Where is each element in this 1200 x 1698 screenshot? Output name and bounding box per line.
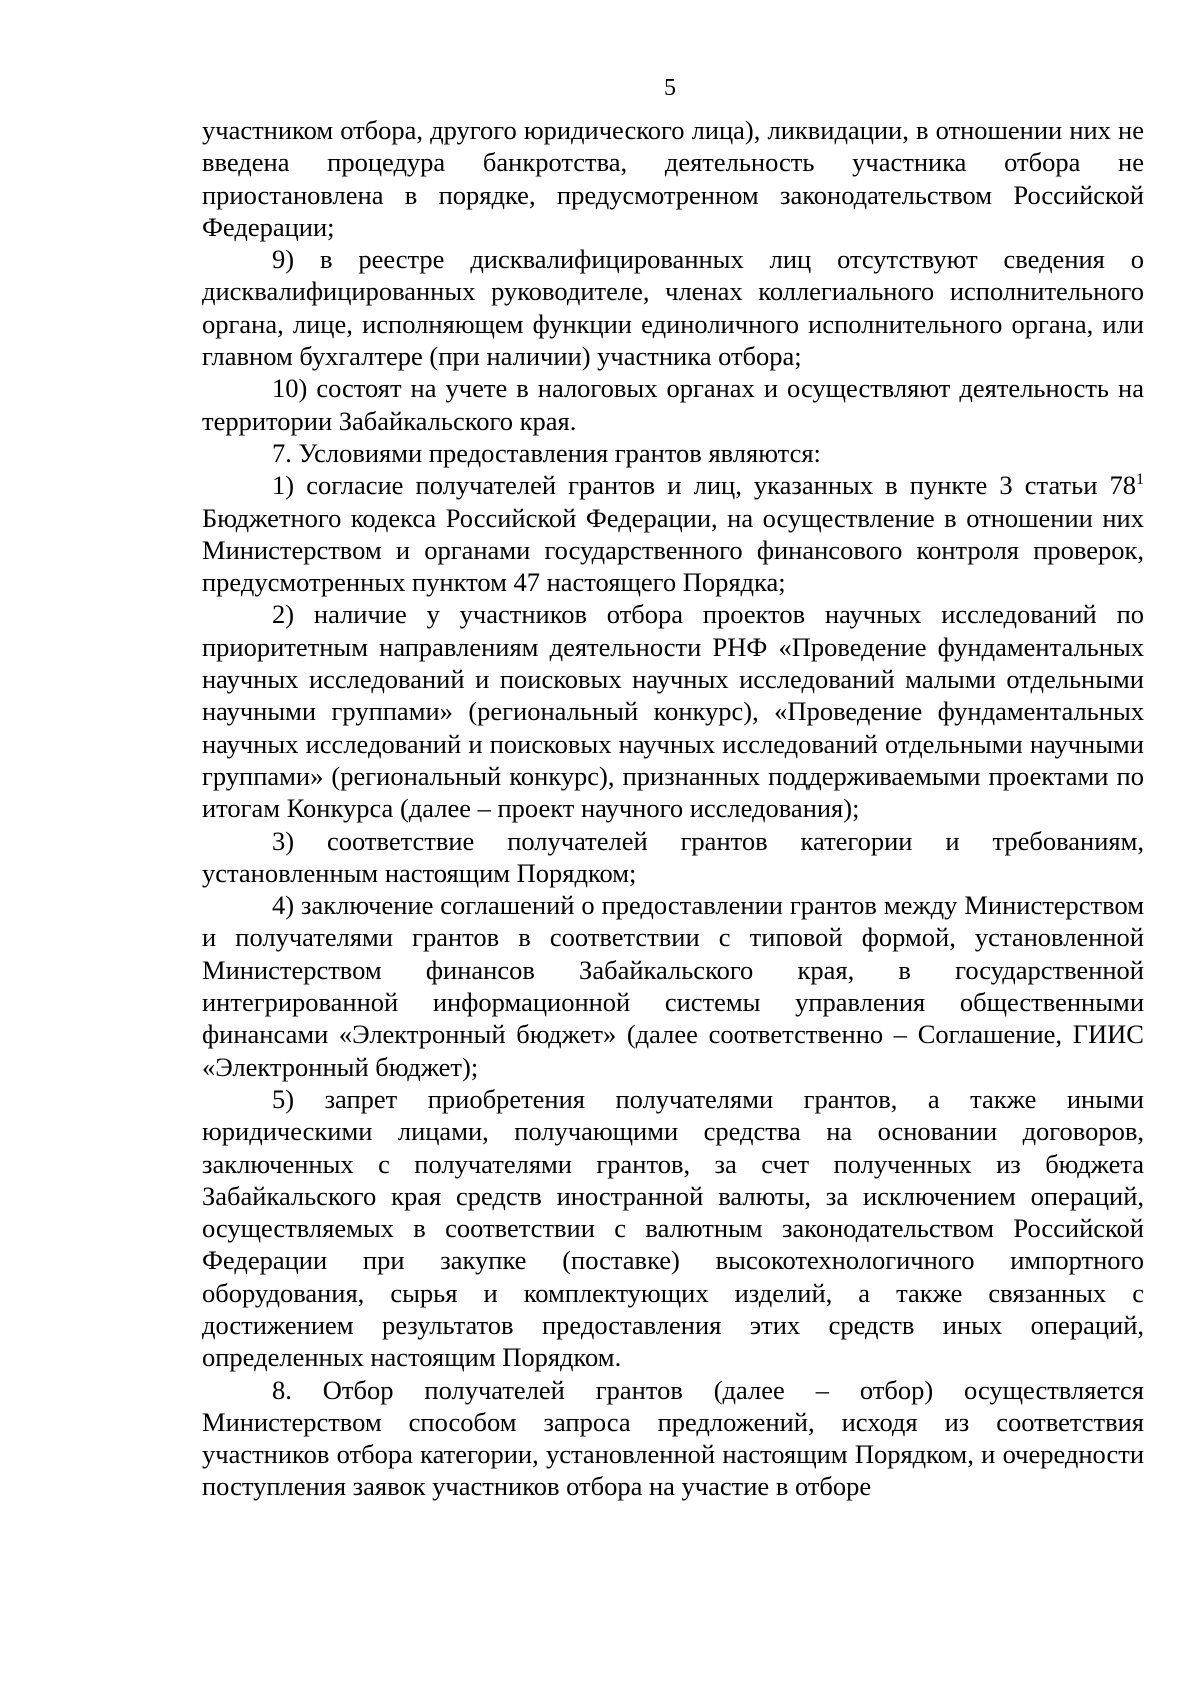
paragraph-condition-1 xyxy=(202,469,1144,598)
paragraph-section-7-heading: 7. Условиями предоставления грантов являются: xyxy=(272,437,821,468)
paragraph-item-9: 9) в реестре дисквалифицированных лиц отсутствуют сведения о дисквалифицированных руководителе, членах коллегиального исполнительного органа, лице, исполняющем функции единоличного исполнительного органа, или главном бухгалтере (при наличии) участника отбора; xyxy=(202,244,1144,372)
paragraph-item-10: 10) состоят на учете в налоговых органах и осуществляют деятельность на территории Забайкальского края. xyxy=(202,373,1144,436)
paragraph-continuation: участником отбора, другого юридического лица), ликвидации, в отношении них не введена процедура банкротства, деятельность участника отбора не приостановлена в порядке, предусмотренном законодательством Российской Федерации; xyxy=(202,115,1144,242)
paragraph-condition-5: 5) запрет приобретения получателями грантов, а также иными юридическими лицами, получающими средства на основании договоров, заключенных с получателями грантов, за счет полученных из бюджета Забайкальского края средств иностранной валюты, за исключением операций, осуществляемых в соответствии с валютным законодательством Российской Федерации при закупке (поставке) высокотехнологичного импортного оборудования, сырья и комплектующих изделий, а также связанных с достижением результатов предоставления этих средств иных операций, определенных настоящим Порядком. xyxy=(202,1083,1144,1373)
paragraph-condition-1-text-before: 1) согласие получателей грантов и лиц, указанных в пункте 3 статьи 78 xyxy=(272,470,1136,501)
paragraph-section-8: 8. Отбор получателей грантов (далее – отбор) осуществляется Министерством способом запроса предложений, исходя из соответствия участников отбора категории, установленной настоящим Порядком, и очередности поступления заявок участников отбора на участие в отборе xyxy=(202,1374,1144,1502)
paragraph-condition-3: 3) соответствие получателей грантов категории и требованиям, установленным настоящим Порядком; xyxy=(202,825,1144,888)
superscript-article-index: 1 xyxy=(1136,471,1144,489)
paragraph-condition-4: 4) заключение соглашений о предоставлении грантов между Министерством и получателями грантов в соответствии с типовой формой, установленной Министерством финансов Забайкальского края, в государственной интегрированной информационной системы управления общественными финансами «Электронный бюджет» (далее соответственно – Соглашение, ГИИС «Электронный бюджет); xyxy=(202,890,1144,1082)
page-number: 5 xyxy=(664,75,676,101)
document-body xyxy=(202,114,1144,1503)
paragraph-condition-2: 2) наличие у участников отбора проектов научных исследований по приоритетным направлениям деятельности РНФ «Проведение фундаментальных научных исследований и поисковых научных исследований малыми отдельными научными группами» (региональный конкурс), «Проведение фундаментальных научных исследований и поисковых научных исследований отдельными научными группами» (региональный конкурс), признанных поддерживаемыми проектами по итогам Конкурса (далее – проект научного исследования); xyxy=(202,599,1144,824)
paragraph-condition-1-text-after: Бюджетного кодекса Российской Федерации, на осуществление в отношении них Министерством и органами государственного финансового контроля проверок, предусмотренных пунктом 47 настоящего Порядка; xyxy=(202,502,1144,598)
